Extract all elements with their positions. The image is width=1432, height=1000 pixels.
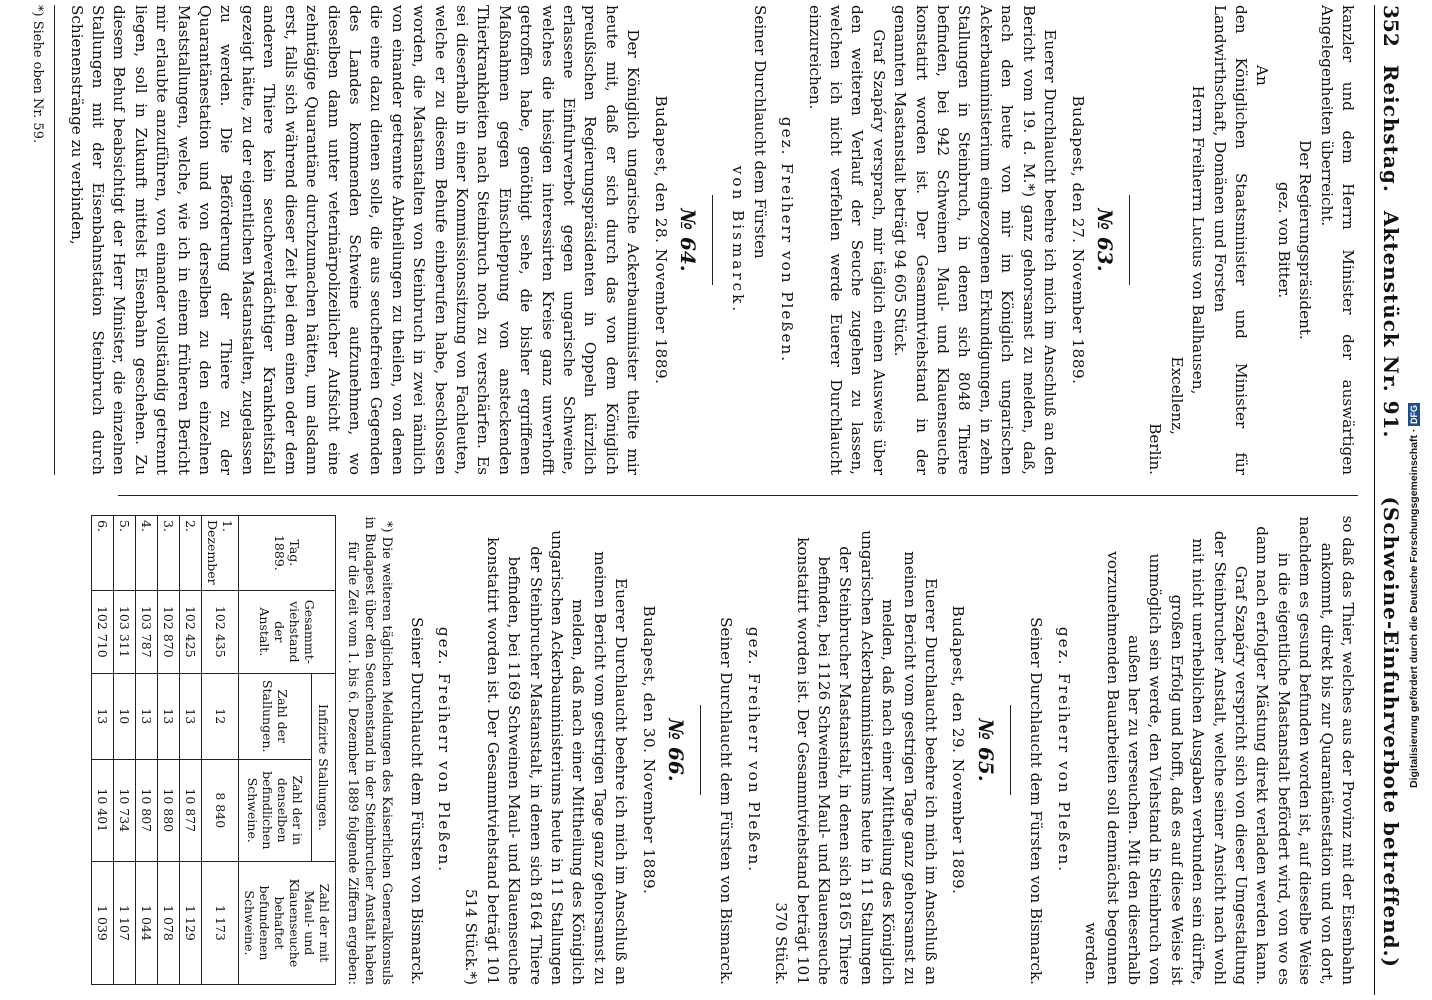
signature: gez. Freiherr von Pleßen. [744, 626, 763, 874]
dateline: Budapest, den 30. November 1889. [639, 605, 658, 895]
header-subject: (Schweine-Einfuhrverbote betreffend.) [1379, 496, 1403, 969]
table-header-gesammt: Gesammt-viehstand der Anstalt. [239, 590, 336, 673]
recipient-line: Seiner Durchlaucht dem Fürsten von Bismarck. [717, 617, 736, 985]
table-header-schweine: Zahl der in denselben befindlichen Schweine. [239, 759, 312, 861]
table-header-tag: Tag. 1889. [239, 516, 336, 591]
address-line: Berlin. [1146, 423, 1165, 475]
dateline: Budapest, den 29. November 1889. [949, 605, 968, 895]
paragraph: Euerer Durchlaucht beehre ich mich im Anschluß an den Bericht vom 19. d. M.*) ganz gehorsamst zu melden, daß, nach den heute von mir im Königlich ungarischen Ackerbauministerium eingezogenen Erkundigungen, in zehn Stallungen in Steinbruch, in denen sich 8048 Thiere befinden, bei 942 Schweinen Maul- und Klauenseuche konstatirt worden ist. Der Gesammtviehstand in der genannten Mastanstalt beträgt 94 605 Stück. [891, 5, 1060, 475]
paragraph: Der Königlich ungarische Ackerbauminister theilte mir heute mit, daß er sich durch das von dem Königlich preußischen Regierungspräsidenten in Oppeln kürzlich erlassene Einfuhrverbot gegen ungarische Schweine, welches die hiesigen interessirten Kreise ganz unverhofft getroffen habe, genöthigt sehe, die bisher ergriffenen Maßnahmen gegen Einschleppung von ansteckenden Thierkrankheiten nach Steinbruch noch zu verschärfen. Es sei dieserhalb in einer Kommissionssitzung von Fachleuten, welche er zu diesem Behufe einberufen habe, beschlossen worden, die Mastanstalten von Steinbruch in zwei nämlich von einander getrennte Abtheilungen zu theilen, von denen die eine dazu dienen solle, die aus seuchefreien Gegenden des Landes kommenden Schweine aufzunehmen, wo dieselben dann unter veterinärpolizeilicher Aufsicht eine zehntägige Quarantäne durchzumachen hätten, um alsdann erst, falls sich während dieser Zeit bei dem einen oder dem anderen Thiere kein seucheverdächtiger Krankheitsfall gezeigt hätte, zu der eigentlichen Mastanstalten, zugelassen zu werden. Die Beförderung der Thiere zu der Quarantänestation und von derselben zu den einzelnen Maststallungen, welche, wie ich in einem früheren Bericht mir erlaubte anzuführen, von einander vollständig getrennt liegen, soll in Zukunft mittelst Eisenbahn geschehen. Zu diesem Behuf beabsichtigt der Herr Minister, die einzelnen Stallungen mit der Eisenbahnstation Steinbruch durch Schienenstränge zu verbinden, [67, 5, 643, 475]
table-row: 1. Dezember 102 435 12 8 840 1 173 [202, 516, 239, 985]
recipient-line: von Bismarck. [729, 165, 748, 315]
signature: gez. Freiherr von Pleßen. [434, 626, 453, 874]
table-header-stallungen: Zahl der Stallungen. [239, 673, 312, 759]
table-row: 5. 103 311 10 10 734 1 107 [114, 516, 136, 985]
signature: gez. Freiherr von Pleßen. [1054, 626, 1073, 874]
dateline: Budapest, den 28. November 1889. [651, 95, 670, 385]
recipient-line: Seiner Durchlaucht dem Fürsten von Bismarck. [1027, 617, 1046, 985]
separator-line [712, 195, 713, 285]
paragraph: kanzler und dem Herrn Minister der auswärtigen Angelegenheiten überreicht. [1317, 5, 1357, 475]
rotated-page-content [16, 5, 1416, 995]
paragraph: Euerer Durchlaucht beehre ich mich im Anschluß an meinen Bericht vom gestrigen Tage ganz gehorsamst zu melden, daß nach einer Mittheilung des Königlich ungarischen Ackerbauministeriums heute in 11 Stallungen der Steinbrucher Mastanstalt, in denen sich 8165 Thiere befinden, bei 1126 Schweinen Maul- und Klauenseuche konstatirt worden ist. Der Gesammtviehstand beträgt 101 370 Stück. [772, 530, 941, 985]
header-piece: Aktenstück Nr. 91. [1379, 210, 1403, 439]
left-column [30, 5, 1358, 475]
paragraph: Graf Szapáry versprach, mir täglich einen Ausweis über den weiteren Verlauf der Seuche zugehen zu lassen, welchen ich nicht verfehlen werde Euerer Durchlaucht einzureichen. [805, 5, 888, 475]
column-divider [118, 495, 1358, 496]
separator-line [1010, 705, 1011, 795]
credit-text: Digitalisierung gefördert durch die Deutsche Forschungsgemeinschaft [1408, 435, 1420, 788]
document-number: № 64. [676, 208, 701, 272]
signature: gez. Freiherr von Pleßen. [778, 116, 797, 364]
address-line: den Königlichen Staatsminister und Minister für Landwirthschaft, Domänen und Forsten [1210, 5, 1250, 475]
separator-line [1129, 195, 1130, 285]
header-publisher: Reichstag. [1379, 64, 1403, 193]
page-header [1374, 5, 1408, 995]
table-header-infizirt: Infizirte Stallungen. [312, 673, 336, 861]
table-row: 3. 102 870 13 10 880 1 078 [158, 516, 180, 985]
paragraph: Euerer Durchlaucht beehre ich mich im Anschluß an meinen Bericht vom gestrigen Tage ganz gehorsamst zu melden, daß nach einer Mittheilung des Königlich ungarischen Ackerbauministeriums heute in 11 Stallungen der Steinbrucher Mastanstalt, in denen sich 8164 Thiere befinden, bei 1169 Schweinen Maul- und Klauenseuche konstatirt worden ist. Der Gesammtviehstand beträgt 101 514 Stück.*) [462, 530, 631, 985]
separator-line [700, 705, 701, 795]
address-line: An [1253, 65, 1272, 86]
signature: gez. von Bitter. [1274, 181, 1293, 299]
footnote: *) Siehe oben Nr. 59. [27, 5, 55, 475]
dateline: Budapest, den 27. November 1889. [1068, 95, 1087, 385]
footnote: *) Die weiteren täglichen Meldungen des Kaiserlichen Generalkonsuls in Budapest über den Seuchenstand in der Steinbrucher Anstalt haben für die Zeit vom 1. bis 6. Dezember 1889 folgende Ziffern ergeben: [345, 516, 395, 985]
right-column [95, 515, 1358, 985]
document-number: № 63. [1092, 208, 1117, 272]
table-row: 2. 102 425 13 10 877 1 129 [180, 516, 202, 985]
document-number: № 65. [973, 718, 998, 782]
address-line: Herrn Freiherrn Lucius von Ballhausen, [1189, 85, 1208, 395]
statistics-table [91, 515, 336, 985]
recipient-line: Seiner Durchlaucht dem Fürsten [750, 5, 769, 259]
digitization-credit: Digitalisierung gefördert durch die Deutsche Forschungsgemeinschaft · DFG [1408, 404, 1420, 788]
table-header-krank: Zahl der mit Maul- und Klauenseuche behaftet befundenen Schweine. [239, 861, 336, 984]
table-row: 6. 102 710 13 10 401 1 039 [92, 516, 114, 985]
table-row: 4. 103 787 13 10 807 1 044 [136, 516, 158, 985]
dfg-logo: DFG [1409, 404, 1419, 424]
document-number: № 66. [664, 718, 689, 782]
paragraph: so daß das Thier, welches aus der Provinz mit der Eisenbahn ankommt, direkt bis zur Quarantänestation und von dort, nachdem es gesund befunden worden ist, auf dieselbe Weise in die eigentliche Mastanstalt befördert wird, von wo es dann nach erfolgter Mästung direkt verladen werden kann. [1253, 515, 1357, 985]
address-line: Excellenz, [1167, 356, 1186, 435]
signature-title: Der Regierungspräsident. [1296, 140, 1315, 340]
paragraph: Graf Szapáry verspricht sich von dieser Umgestaltung der Steinbrucher Anstalt, welche seiner Ansicht nach wohl mit nicht unerheblichen Ausgaben verbunden sein dürfte, großen Erfolg und hofft, daß es auf diese Weise ist unmöglich sein werde, den Viehstand in Steinbruch von außen her zu verseuchen. Mit den dieserhalb vorzunehmenden Bauarbeiten soll demnächst begonnen werden. [1082, 530, 1250, 985]
recipient-line: Seiner Durchlaucht dem Fürsten von Bismarck. [407, 617, 426, 985]
page-number: 352 [1379, 5, 1403, 47]
